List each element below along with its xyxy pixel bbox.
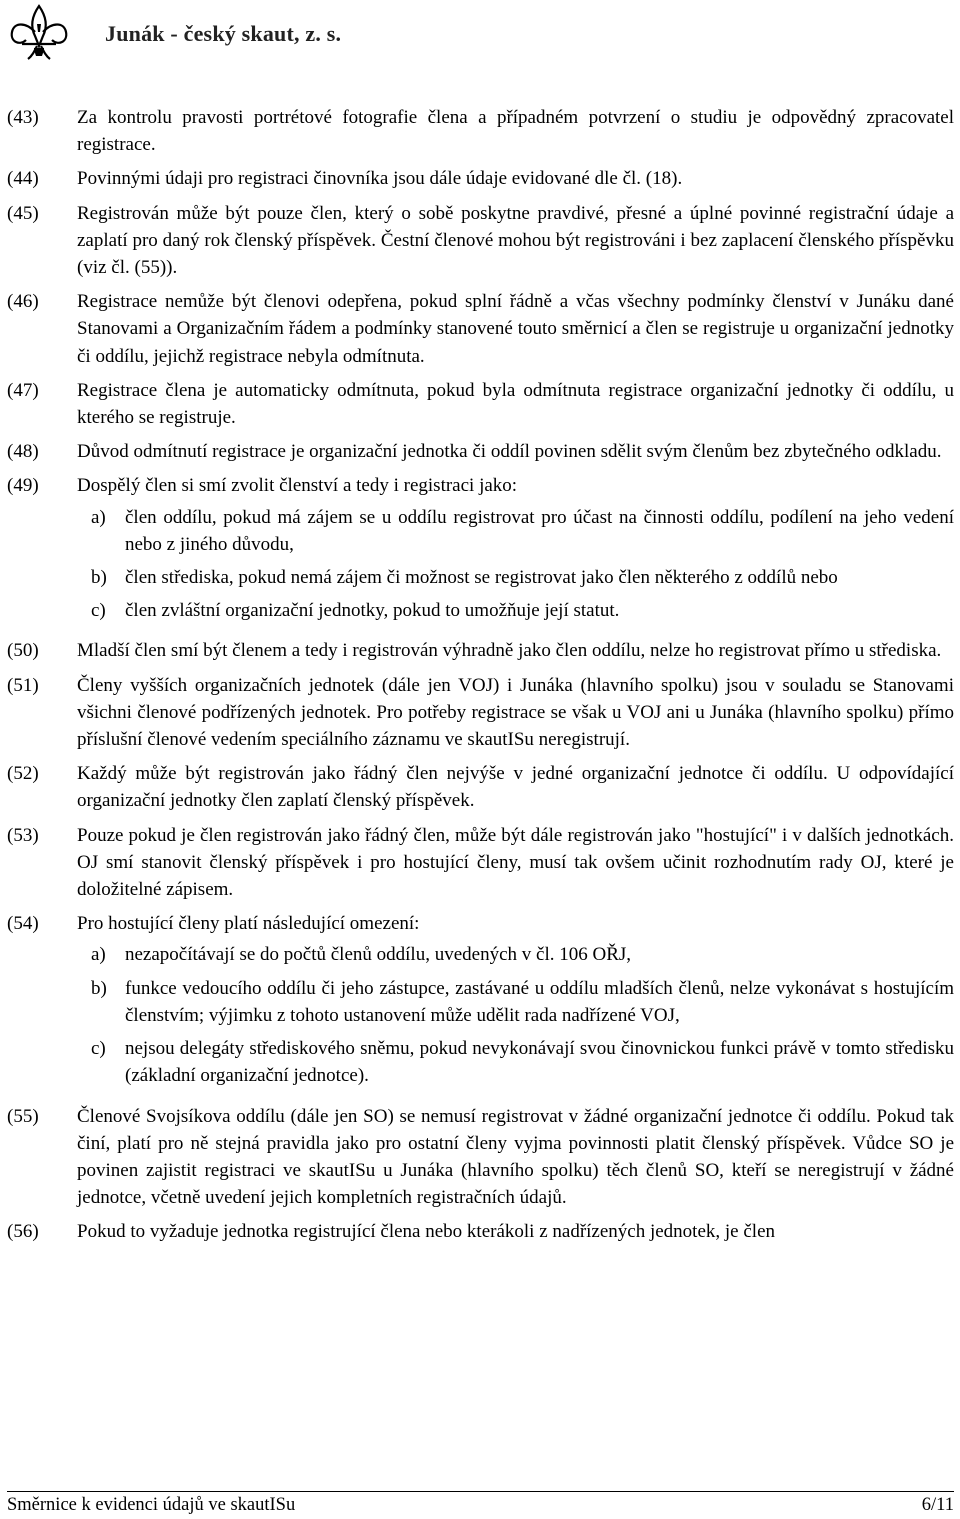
paragraph-text: Pouze pokud je člen registrován jako řádný člen, může být dále registrován jako "hostující" i v dalších jednotkách. OJ smí stanovit členský příspěvek i pro hostující členy, musí tak ovšem učinit rozhodnutím rady OJ, které je doložitelné zápisem. <box>77 824 954 901</box>
sub-item-text: člen střediska, pokud nemá zájem či možnost se registrovat jako člen některého z oddílů nebo <box>125 567 838 589</box>
sub-item <box>77 597 954 624</box>
sub-item-text: nezapočítávají se do počtů členů oddílu, uvedených v čl. 106 OŘJ, <box>125 944 632 966</box>
sub-item <box>77 941 954 968</box>
paragraph-body <box>77 1218 954 1245</box>
sub-item <box>77 975 954 1029</box>
paragraph-number: (48) <box>7 441 39 463</box>
paragraph-body <box>77 672 954 754</box>
paragraph-body <box>77 760 954 814</box>
sub-item-letter: a) <box>91 506 106 528</box>
paragraph-text: Registrován může být pouze člen, který o sobě poskytne pravdivé, přesné a úplné povinné registrační údaje a zaplatí pro daný rok členský příspěvek. Čestní členové mohou být registrováni i bez zaplacení členského příspěvku (viz čl. (55)). <box>77 202 954 279</box>
sub-item-letter: b) <box>91 567 107 589</box>
article-paragraph <box>0 472 954 630</box>
article-paragraph <box>0 672 954 754</box>
sub-item-text: člen zvláštní organizační jednotky, pokud to umožňuje její statut. <box>125 600 620 622</box>
sub-item-letter: c) <box>91 600 106 622</box>
sub-item-text: nejsou delegáty střediskového sněmu, pokud nevykonávají svou činovnickou funkci právě v tomto středisku (základní organizační jednotce). <box>125 1038 954 1087</box>
article-paragraph <box>0 822 954 904</box>
page-header <box>0 0 960 72</box>
paragraph-body <box>77 377 954 431</box>
sub-item-letter: a) <box>91 944 106 966</box>
paragraph-number: (45) <box>7 202 39 224</box>
article-paragraph <box>0 1218 954 1245</box>
paragraph-text: Členy vyšších organizačních jednotek (dále jen VOJ) i Junáka (hlavního spolku) jsou v souladu se Stanovami všichni členové podřízených jednotek. Pro potřeby registrace se však u VOJ ani u Junáka (hlavního spolku) přímo příslušní členové vedením speciálního záznamu ve skautISu neregistrují. <box>77 674 954 751</box>
article-paragraph <box>0 200 954 282</box>
paragraph-text: Pokud to vyžaduje jednotka registrující člena nebo kterákoli z nadřízených jednotek, je člen <box>77 1221 775 1243</box>
sub-item <box>77 504 954 558</box>
footer-page-number: 6/11 <box>921 1495 954 1515</box>
paragraph-number: (52) <box>7 763 39 785</box>
footer-document-title: Směrnice k evidenci údajů ve skautISu <box>7 1495 296 1515</box>
article-paragraph <box>0 760 954 814</box>
paragraph-text: Každý může být registrován jako řádný člen nejvýše v jedné organizační jednotce či oddílu. U odpovídající organizační jednotky člen zaplatí členský příspěvek. <box>77 763 954 812</box>
article-paragraph <box>0 288 954 370</box>
sub-item-text: funkce vedoucího oddílu či jeho zástupce, zastávané u oddílu mladších členů, nelze vykonávat s hostujícím členstvím; výjimku z tohoto ustanovení může udělit rada nadřízené VOJ, <box>125 977 954 1026</box>
paragraph-body <box>77 165 954 192</box>
sub-item-letter: c) <box>91 1038 106 1060</box>
article-paragraph <box>0 1103 954 1212</box>
paragraph-body <box>77 822 954 904</box>
paragraph-number: (46) <box>7 291 39 313</box>
paragraph-number: (55) <box>7 1105 39 1127</box>
paragraph-body <box>77 472 954 630</box>
paragraph-number: (53) <box>7 824 39 846</box>
paragraph-text: Dospělý člen si smí zvolit členství a tedy i registraci jako: <box>77 475 518 497</box>
paragraph-number: (47) <box>7 379 39 401</box>
paragraph-body <box>77 288 954 370</box>
sub-item-letter: b) <box>91 977 107 999</box>
sub-item-list <box>77 504 954 625</box>
fleur-de-lis-icon <box>4 2 74 62</box>
article-paragraph <box>0 910 954 1095</box>
paragraph-text: Povinnými údaji pro registraci činovníka jsou dále údaje evidované dle čl. (18). <box>77 168 683 190</box>
paragraph-body <box>77 910 954 1095</box>
article-paragraph <box>0 377 954 431</box>
paragraph-text: Za kontrolu pravosti portrétové fotografie člena a případném potvrzení o studiu je odpovědný zpracovatel registrace. <box>77 107 954 156</box>
paragraph-body <box>77 637 954 664</box>
article-paragraph <box>0 165 954 192</box>
paragraph-number: (44) <box>7 168 39 190</box>
paragraph-text: Pro hostující členy platí následující omezení: <box>77 913 420 935</box>
page-footer <box>7 1491 954 1516</box>
paragraph-text: Registrace člena je automaticky odmítnuta, pokud byla odmítnuta registrace organizační jednotky či oddílu, u kterého se registruje. <box>77 379 954 429</box>
paragraph-text: Členové Svojsíkova oddílu (dále jen SO) se nemusí registrovat v žádné organizační jednotce či oddílu. Pokud tak činí, platí pro ně stejná pravidla jako pro ostatní členy vyjma povinnosti platit členský příspěvek. Vůdce SO je povinen zajistit registraci ve skautISu u Junáka (hlavního spolku) těch členů SO, kteří se neregistrují v žádné jednotce, včetně uvedení jejich kompletních registračních údajů. <box>77 1105 954 1209</box>
paragraph-number: (49) <box>7 475 39 497</box>
paragraph-number: (54) <box>7 913 39 935</box>
paragraph-number: (43) <box>7 107 39 128</box>
paragraph-number: (56) <box>7 1221 39 1243</box>
sub-item-list <box>77 941 954 1089</box>
organization-name: Junák - český skaut, z. s. <box>105 21 342 46</box>
paragraph-text: Důvod odmítnutí registrace je organizační jednotka či oddíl povinen sdělit svým členům bez zbytečného odkladu. <box>77 441 942 463</box>
article-paragraph <box>0 637 954 664</box>
sub-item <box>77 564 954 591</box>
sub-item-text: člen oddílu, pokud má zájem se u oddílu registrovat pro účast na činnosti oddílu, podílení na jeho vedení nebo z jiného důvodu, <box>125 506 954 555</box>
paragraph-number: (50) <box>7 640 39 662</box>
paragraph-text: Mladší člen smí být členem a tedy i registrován výhradně jako člen oddílu, nelze ho registrovat přímo u střediska. <box>77 640 942 662</box>
paragraph-number: (51) <box>7 674 39 696</box>
article-paragraph <box>0 104 954 158</box>
document-body <box>0 104 954 1253</box>
sub-item <box>77 1035 954 1089</box>
article-paragraph <box>0 438 954 465</box>
paragraph-body <box>77 104 954 158</box>
paragraph-body <box>77 1103 954 1212</box>
paragraph-body <box>77 200 954 282</box>
paragraph-text: Registrace nemůže být členovi odepřena, pokud splní řádně a včas všechny podmínky členství v Junáku dané Stanovami a Organizačním řádem a podmínky stanovené touto směrnicí a člen se registruje u organizační jednotky či oddílu, jejichž registrace nebyla odmítnuta. <box>77 291 954 367</box>
paragraph-body <box>77 438 954 465</box>
